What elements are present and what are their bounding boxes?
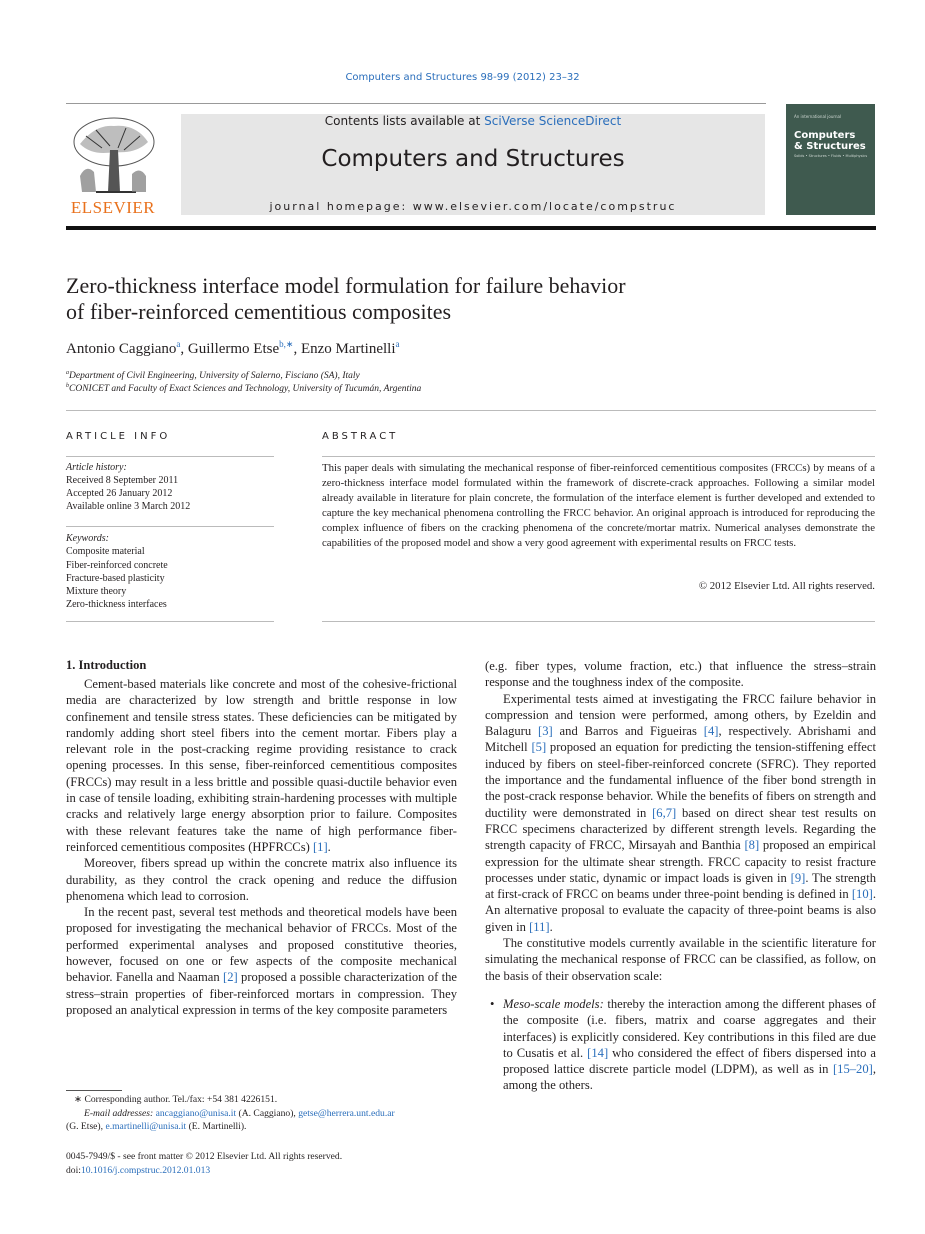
header-thick-rule <box>66 226 876 230</box>
paragraph: Moreover, fibers spread up within the concrete matrix also influence its durability, as they control the crack opening and reduce the diffusion phenomena which lead to corrosion. <box>66 856 457 903</box>
bullet-item <box>485 996 876 1094</box>
abstract-text: This paper deals with simulating the mechanical response of fiber-reinforced cementitious composites (FRCCs) by means of a zero-thickness interface model formulated within the framework of discrete-crack approaches. Following a similar model already available in literature for plain concrete, the formulation of the interface element is further developed and extended to capture the key mechanical phenomena controlling the FRCC behavior. An original approach is introduced for reproducing the complex influence of fibers on the cracking phenomena of the concrete/mortar matrix. Numerical analyses demonstrate the capabilities of the proposed model and show a very good agreement with experimental results on FRCC tests. <box>322 462 875 549</box>
citation-link[interactable]: [10] <box>851 887 873 902</box>
sciencedirect-link[interactable]: SciVerse ScienceDirect <box>484 114 622 128</box>
paragraph-text: and Barros and Figueiras <box>552 724 704 739</box>
body-column-right <box>485 658 876 1094</box>
paragraph-text: proposed an empirical expression for the ultimate shear strength. FRCC capacity to resist fracture processes under static, dynamic or impact loads is given in <box>485 838 877 885</box>
paper-title-line2: of fiber-reinforced cementitious composites <box>66 299 452 324</box>
citation-link[interactable]: [6,7] <box>652 805 677 820</box>
author-separator: , <box>180 341 188 357</box>
author-affiliation-mark[interactable]: a <box>176 339 181 349</box>
corresponding-text: Corresponding author. Tel./fax: +54 381 4226151. <box>84 1094 278 1105</box>
email-line <box>66 1120 457 1134</box>
email-owner: (G. Etse), <box>66 1121 106 1132</box>
cover-title-line2: & Structures <box>794 141 866 152</box>
keyword: Zero-thickness interfaces <box>66 599 167 611</box>
paragraph: The constitutive models currently available in the scientific literature for simulating the mechanical response of FRCC can be classified, as follow, on the basis of their observation scale: <box>485 936 876 983</box>
doi-link[interactable]: 10.1016/j.compstruc.2012.01.013 <box>80 1164 211 1176</box>
paper-title <box>66 273 766 325</box>
citation-link[interactable]: [4] <box>703 724 719 739</box>
doi-label: doi: <box>66 1164 81 1176</box>
paragraph-text: based on direct shear test results on FRCC specimens characterized by different strength levels. Regarding the strength capacity of FRCC, Mirsayah and Banthia <box>485 805 876 853</box>
author-affiliation-mark[interactable]: b,∗ <box>279 339 294 349</box>
author-name[interactable]: Antonio Caggiano <box>66 341 177 357</box>
footnote-rule <box>66 1090 122 1091</box>
cover-title <box>794 130 866 152</box>
issn-line: 0045-7949/$ - see front matter © 2012 Elsevier Ltd. All rights reserved. <box>66 1151 343 1162</box>
divider <box>66 410 876 411</box>
journal-homepage[interactable]: journal homepage: www.elsevier.com/locate/compstruc <box>269 200 677 213</box>
email-link[interactable]: getse@herrera.unt.edu.ar <box>298 1107 395 1119</box>
email-owner: (E. Martinelli). <box>186 1121 247 1132</box>
issn-doi-block <box>66 1150 342 1177</box>
paragraph-text: . The strength at first-crack of FRCC on beams under three-point bending is defined in <box>485 870 877 902</box>
corresponding-author <box>66 1093 457 1107</box>
keywords-label: Keywords: <box>66 533 109 544</box>
citation-link[interactable]: [1] <box>312 839 328 854</box>
keyword: Fiber-reinforced concrete <box>66 559 168 571</box>
citation-link[interactable]: [8] <box>744 838 760 853</box>
journal-reference[interactable]: Computers and Structures 98-99 (2012) 23–32 <box>345 72 580 83</box>
abstract-heading: ABSTRACT <box>322 431 399 442</box>
affiliation-mark: b <box>66 383 69 389</box>
paragraph-text: proposed a possible characterization of the stress–strain properties of fiber-reinforced mortars in compression. They proposed an analytical expression in terms of the key composite parameters <box>66 970 457 1017</box>
journal-title: Computers and Structures <box>321 146 625 172</box>
author-name[interactable]: Enzo Martinelli <box>300 341 396 357</box>
citation-link[interactable]: [14] <box>587 1045 609 1060</box>
author-separator: , <box>293 341 301 357</box>
affiliation-text: CONICET and Faculty of Exact Sciences and Technology, University of Tucumán, Argentina <box>69 384 422 395</box>
article-info-heading: ARTICLE INFO <box>66 431 171 442</box>
citation-link[interactable]: [15–20] <box>832 1062 873 1077</box>
elsevier-wordmark: ELSEVIER <box>70 198 156 217</box>
cover-subtitle: Solids • Structures • Fluids • Multiphysics <box>794 154 868 158</box>
citation-link[interactable]: [9] <box>790 870 806 885</box>
divider <box>322 621 875 622</box>
section-heading: 1. Introduction <box>66 658 147 672</box>
divider <box>322 456 875 457</box>
keyword: Fracture-based plasticity <box>66 572 165 584</box>
paragraph-text: , among the others. <box>503 1062 876 1093</box>
paragraph-text: In the recent past, several test methods and theoretical models have been proposed for investigating the mechanical behavior of FRCCs. Most of the performed experimental analyses and proposed constitutive theories, however, focused on one or few aspects of the composite mechanical behavior. Fanella and Naaman <box>66 905 457 985</box>
affiliation-mark: a <box>66 370 69 376</box>
contents-availability <box>181 114 765 128</box>
email-label: E-mail addresses: <box>84 1107 154 1119</box>
paragraph-text: proposed an equation for predicting the tension-stiffening effect induced by fibers on steel-fiber-reinforced concrete (SFRC). They reported the importance and the fundamental influence of the fiber bond strength in the post-crack response behavior. While the benefits of fibers on strength and ductility were demonstrated in <box>485 740 876 820</box>
paragraph <box>485 691 876 935</box>
email-link[interactable]: e.martinelli@unisa.it <box>105 1121 187 1132</box>
cover-small-text: An international journal <box>794 114 842 119</box>
bullet-label: Meso-scale models: <box>503 996 604 1011</box>
paragraph-text: Experimental tests aimed at investigating the FRCC failure behavior in compression and tension were performed, among others, by Ezeldin and Balaguru <box>485 691 876 739</box>
paragraph: (e.g. fiber types, volume fraction, etc.) that influence the stress–strain response and the toughness index of the composite. <box>485 659 876 690</box>
email-line <box>66 1107 457 1121</box>
history-label: Article history: <box>66 462 127 473</box>
keyword: Mixture theory <box>66 586 127 598</box>
email-owner: (A. Caggiano), <box>236 1107 299 1119</box>
footnote <box>66 1093 457 1134</box>
affiliation <box>66 383 421 394</box>
paper-title-line1: Zero-thickness interface model formulation for failure behavior <box>66 273 626 298</box>
affiliation-text: Department of Civil Engineering, University of Salerno, Fisciano (SA), Italy <box>69 371 360 382</box>
divider <box>66 526 274 527</box>
journal-cover-image <box>786 104 875 215</box>
received-date: Received 8 September 2011 <box>66 475 179 486</box>
paragraph-text: . An alternative proposal to evaluate the capacity of three-point beams is also given in <box>485 887 876 934</box>
keyword: Composite material <box>66 546 145 558</box>
divider <box>66 621 274 622</box>
citation-link[interactable]: [3] <box>538 724 553 739</box>
accepted-date: Accepted 26 January 2012 <box>66 488 173 499</box>
abstract-copyright: © 2012 Elsevier Ltd. All rights reserved. <box>698 580 875 592</box>
citation-link[interactable]: [2] <box>223 970 238 985</box>
paragraph: Cement-based materials like concrete and most of the cohesive-frictional media are characterized by low strength and brittle response in low confinement and tensile stress states. These deficiencies can be mitigated by randomly adding short steel fibers into the cement mortar. Fibers play a relevant role in the post-cracking regime providing resistance to crack opening processes. In this sense, fiber-reinforced cementitious composites (FRCCs) may result in a less brittle and possible quasi-ductile behavior even in case of tensile loading, exhibiting strain-hardening processes with multiple cracks and relatively large energy absorption prior to failure. Composites with these relevant features take the name of high performance fiber-reinforced cementitious composites (HPFRCCs) [1]. <box>66 677 457 854</box>
online-date: Available online 3 March 2012 <box>66 501 191 512</box>
paragraph <box>66 904 457 1018</box>
paragraph-text: , respectively. Abrishami and Mitchell <box>485 724 876 755</box>
keywords <box>66 532 168 612</box>
citation-link[interactable]: [5] <box>531 740 547 755</box>
author-name[interactable]: Guillermo Etse <box>187 341 280 357</box>
paragraph-text: . <box>549 919 553 934</box>
cover-title-line1: Computers <box>794 130 856 141</box>
header-top-rule <box>66 103 766 104</box>
divider <box>66 456 274 457</box>
author-affiliation-mark[interactable]: a <box>395 339 400 349</box>
affiliation <box>66 370 360 381</box>
email-link[interactable]: ancaggiano@unisa.it <box>155 1107 237 1119</box>
paragraph-text: thereby the interaction among the different phases of the composite (i.e. fibers, matrix and coarse aggregates and their interfaces) is explicitly considered. Key contributions in this filed are due to Cusatis et al. <box>503 996 876 1060</box>
article-history <box>66 461 190 513</box>
doi-line <box>66 1164 342 1178</box>
body-column-left <box>66 676 457 1018</box>
bullet-dot-icon: • <box>490 996 495 1011</box>
paragraph-text: who considered the effect of fibers dispersed into a proposed lattice discrete particle model (LDPM), as well as in <box>503 1045 876 1077</box>
author-list <box>66 339 400 358</box>
footnote-star: ∗ <box>74 1094 83 1105</box>
paragraph-text: Cement-based materials like concrete and most of the cohesive-frictional media are characterized by low strength and brittle response in low confinement and tensile stress states. These deficiencies can be mitigated by randomly adding short steel fibers into the cement mortar. Fibers play a relevant role in the post-cracking regime providing resistance to crack opening processes. In this sense, fiber-reinforced cementitious composites (FRCCs) may result in a less brittle and possible quasi-ductile behavior even in case of tensile loading, exhibiting strain-hardening processes with multiple cracks and relatively large energy absorption prior to failure. Composites with these relevant features take the name of high performance fiber-reinforced cementitious composites (HPFRCCs) <box>66 677 457 854</box>
contents-prefix: Contents lists available at <box>324 114 485 128</box>
citation-link[interactable]: [11] <box>529 919 550 934</box>
